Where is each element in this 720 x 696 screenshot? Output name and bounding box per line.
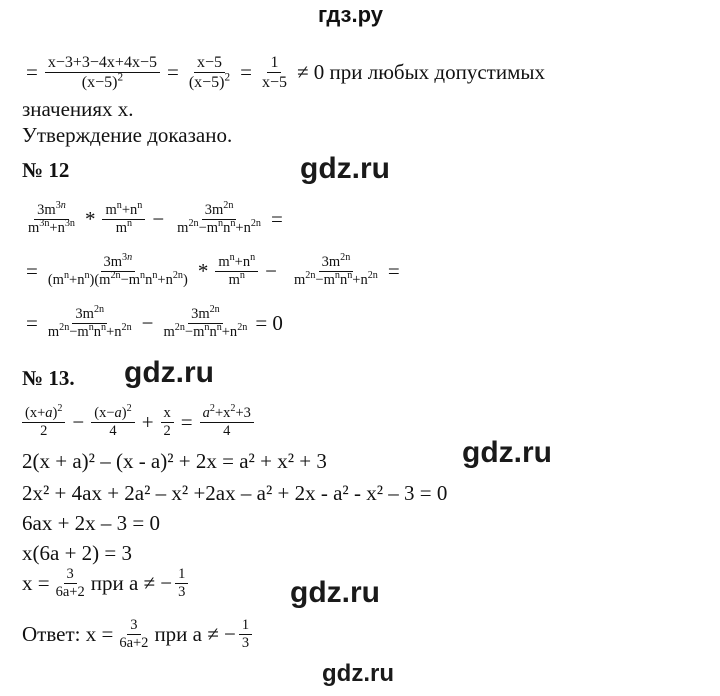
fraction — [291, 251, 381, 289]
equation-line: 2(x + a)² – (x - a)² + 2x = a² + x² + 3 — [22, 449, 327, 473]
condition-text: при a ≠ − — [154, 621, 236, 646]
numerator-text: 3m — [321, 253, 341, 270]
denominator-text: (m — [47, 271, 64, 288]
fraction-denominator: 3 — [178, 583, 186, 600]
answer-line — [22, 608, 255, 660]
fraction-numerator: 1 — [239, 617, 252, 635]
equation-row — [22, 248, 404, 294]
fraction-denominator: x−5 — [261, 73, 287, 91]
multiply-sign: * — [84, 206, 96, 231]
text-line: Утверждение доказано. — [22, 123, 233, 147]
fraction — [116, 617, 151, 652]
fraction-denominator: $m^{2n}-m^nn^n+n^{2n}$ — [47, 321, 132, 340]
fraction — [45, 53, 160, 92]
fraction — [161, 405, 174, 440]
fraction-numerator: $3m^{2n}$ — [72, 306, 107, 324]
fraction-denominator: 6a+2 — [119, 634, 149, 651]
equals-sign: = — [270, 206, 283, 231]
fraction-denominator: $m^{3n}+n^{3n}$ — [28, 217, 75, 236]
fraction-numerator: $a^2+x^2+3$ — [200, 405, 254, 423]
equals-sign: = — [240, 59, 252, 84]
result-text: = 0 — [255, 310, 283, 335]
fraction-denominator: 3 — [241, 634, 250, 651]
solution-prefix: x = — [22, 570, 50, 595]
equation-line: x(6a + 2) = 3 — [22, 541, 132, 565]
watermark: gdz.ru — [322, 660, 394, 687]
fraction — [239, 617, 252, 652]
fraction-numerator: $m^n+n^n$ — [102, 202, 145, 220]
minus-sign: − — [265, 258, 278, 283]
fraction-numerator: $m^n+n^n$ — [215, 254, 258, 272]
fraction — [175, 566, 188, 601]
fraction-denominator: $m^n$ — [228, 269, 245, 288]
equals-sign: = — [387, 258, 400, 283]
task-number: № 12 — [22, 158, 70, 182]
equals-sign: = — [26, 258, 38, 283]
fraction — [102, 199, 145, 237]
fraction-denominator: 2 — [163, 422, 171, 439]
denominator-text: m — [177, 219, 189, 236]
fraction — [91, 402, 134, 440]
equals-sign: = — [166, 59, 179, 84]
fraction-numerator: 3 — [127, 617, 140, 635]
numerator-text: 3m — [204, 201, 224, 218]
fraction-denominator: $(m^n+n^n)(m^{2n}-m^nn^n+n^{2n})$ — [47, 269, 188, 288]
equals-sign: = — [26, 310, 38, 335]
fraction-denominator: 6a+2 — [55, 583, 85, 600]
fraction — [200, 402, 254, 440]
fraction-denominator: $(x-5)^2$ — [188, 71, 231, 91]
watermark: gdz.ru — [462, 436, 552, 469]
fraction-numerator: $(x-a)^2$ — [91, 405, 134, 423]
fraction — [215, 251, 258, 289]
fraction-denominator: 4 — [109, 422, 117, 439]
condition-text: при a ≠ − — [90, 570, 173, 595]
fraction-denominator: $m^{2n}-m^nn^n+n^{2n}$ — [177, 217, 261, 236]
equation-row — [22, 398, 257, 446]
minus-sign: − — [72, 409, 85, 434]
fraction-numerator: x — [161, 405, 174, 423]
minus-sign: − — [141, 310, 154, 335]
fraction-numerator: 1 — [175, 566, 188, 584]
fraction — [45, 251, 191, 289]
conclusion-text: ≠ 0 при любых допустимых — [296, 59, 545, 84]
fraction-numerator: x−3+3−4x+4x−5 — [45, 53, 160, 73]
fraction — [174, 199, 264, 237]
watermark: gdz.ru — [290, 576, 380, 609]
fraction-denominator: $m^n$ — [115, 217, 133, 236]
task-number: № 13. — [22, 366, 75, 390]
watermark: gdz.ru — [124, 356, 214, 389]
fraction-denominator: $(x-5)^2$ — [81, 71, 124, 91]
numerator-text: 3m — [75, 305, 94, 322]
plus-sign: + — [141, 409, 154, 434]
fraction-numerator: 3 — [64, 566, 77, 584]
fraction-denominator: $m^{2n}-m^nn^n+n^{2n}$ — [163, 321, 248, 340]
text-line: значениях x. — [22, 97, 134, 121]
fraction — [53, 566, 88, 601]
fraction-numerator: $(x+a)^2$ — [22, 405, 65, 423]
fraction-numerator: 1 — [267, 53, 281, 73]
site-title: гдз.ру — [318, 2, 383, 27]
fraction-numerator: $3m^{3n}$ — [34, 202, 69, 220]
fraction — [22, 402, 65, 440]
fraction-numerator: $3m^{2n}$ — [202, 202, 237, 220]
top-equation-line — [22, 46, 545, 98]
fraction-denominator: $m^{2n}-m^nn^n+n^{2n}$ — [294, 269, 378, 288]
equation-row — [22, 196, 287, 242]
equation-line: 2x² + 4ax + 2a² – x² +2ax – a² + 2x - a² - x² – 3 = 0 — [22, 481, 448, 505]
watermark: gdz.ru — [300, 152, 390, 185]
fraction-denominator: 2 — [40, 422, 48, 439]
fraction-numerator: $3m^{2n}$ — [319, 254, 354, 272]
fraction-numerator: $3m^{2n}$ — [188, 306, 223, 324]
multiply-sign: * — [197, 258, 209, 283]
equation-row — [22, 300, 283, 346]
equation-line: 6ax + 2x – 3 = 0 — [22, 511, 161, 535]
fraction-numerator: x−5 — [194, 53, 225, 73]
fraction-denominator: 4 — [223, 422, 231, 439]
fraction — [161, 303, 251, 341]
fraction — [45, 303, 135, 341]
fraction — [186, 53, 233, 92]
fraction-numerator: $3m^{3n}$ — [101, 254, 136, 272]
answer-prefix: Ответ: x = — [22, 621, 114, 646]
solution-line — [22, 558, 191, 608]
fraction — [259, 53, 290, 92]
minus-sign: − — [152, 206, 165, 231]
equals-sign: = — [26, 59, 38, 84]
equals-sign: = — [180, 409, 193, 434]
fraction — [25, 199, 78, 237]
